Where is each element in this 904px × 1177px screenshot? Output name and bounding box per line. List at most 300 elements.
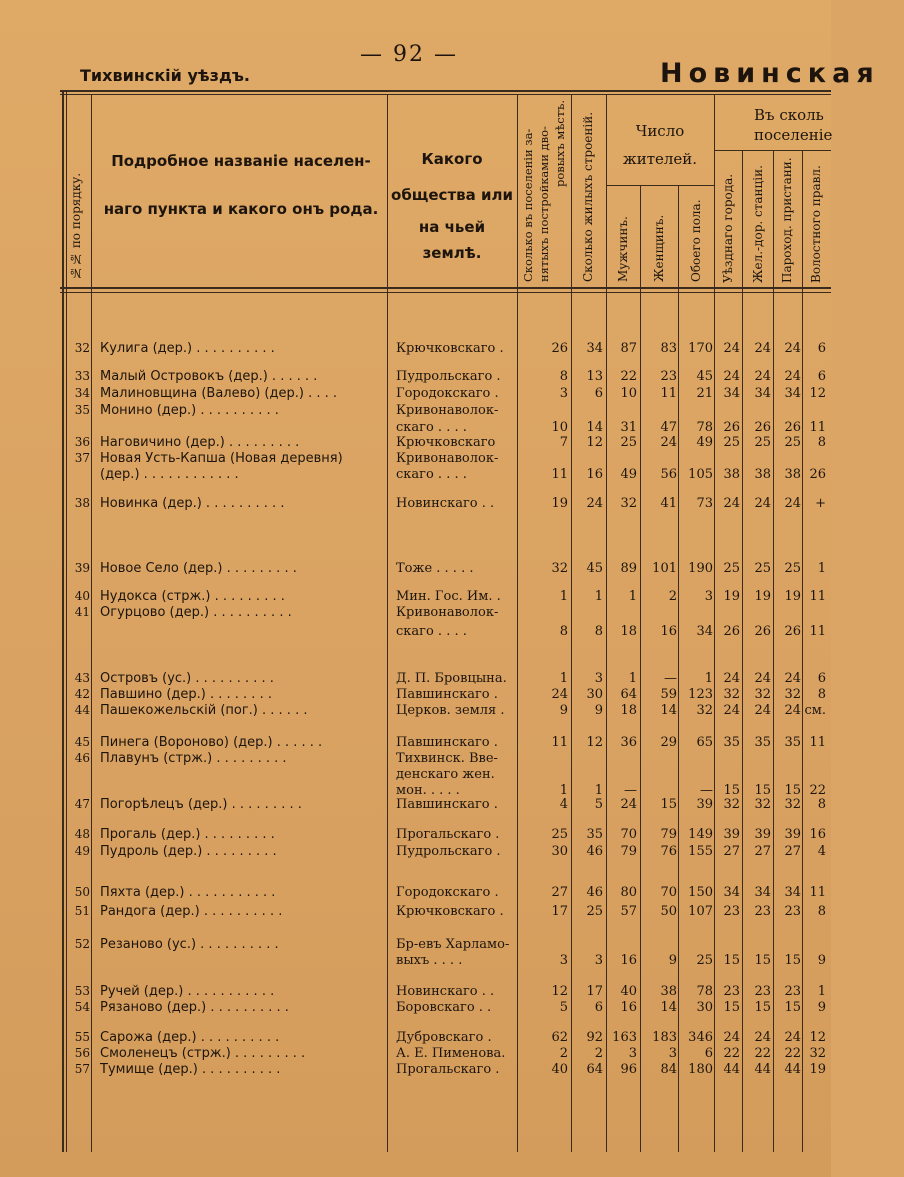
table-row (0, 385, 831, 402)
dist-town: 34 (723, 885, 740, 900)
col-header-dist-town: Уѣзднаго города. (721, 173, 735, 283)
dist-volost: 32 (809, 1046, 826, 1061)
row-number: 57 (74, 1062, 90, 1076)
total-count: 105 (688, 467, 713, 482)
women-count: 79 (660, 827, 677, 842)
men-count: 87 (620, 341, 637, 356)
dist-volost: 11 (809, 624, 826, 639)
col-header-name-line2: наго пункта и какого онъ рода. (103, 200, 379, 218)
dist-volost: 9 (817, 1000, 826, 1015)
dist-volost: 12 (809, 386, 826, 401)
dist-pier: 19 (784, 589, 801, 604)
settlement-name: Новая Усть-Капша (Новая деревня) (100, 451, 343, 466)
society-name: Боровскаго . . (396, 1000, 492, 1015)
buildings-count: 64 (586, 1062, 603, 1077)
row-number: 34 (74, 386, 90, 400)
dist-volost: 1 (817, 984, 826, 999)
yards-count: 12 (551, 984, 568, 999)
dist-rail: 15 (754, 1000, 771, 1015)
society-name: мон. . . . . (396, 783, 460, 798)
table-row (0, 1045, 831, 1062)
dist-rail: 34 (754, 386, 771, 401)
men-count: 24 (620, 797, 637, 812)
table-row (0, 686, 831, 703)
dist-rail: 25 (754, 435, 771, 450)
society-name: денскаго жен. (396, 767, 495, 782)
yards-count: 1 (559, 671, 568, 686)
dist-pier: 39 (784, 827, 801, 842)
settlement-name: Тумище (дер.) . . . . . . . . . . (100, 1062, 281, 1077)
table-row (0, 734, 831, 751)
total-count: 6 (704, 1046, 713, 1061)
dist-pier: 15 (784, 1000, 801, 1015)
row-number: 54 (74, 1000, 90, 1014)
yards-count: 32 (551, 561, 568, 576)
dist-town: 25 (723, 435, 740, 450)
men-count: 16 (620, 953, 637, 968)
row-number: 47 (74, 797, 90, 811)
dist-volost: 11 (809, 735, 826, 750)
men-count: 36 (620, 735, 637, 750)
total-count: 21 (696, 386, 713, 401)
yards-count: 19 (551, 496, 568, 511)
col-header-inhabitants-2: жителей. (622, 150, 698, 168)
yards-count: 8 (559, 624, 568, 639)
women-count: 59 (660, 687, 677, 702)
yards-count: 24 (551, 687, 568, 702)
table-row (0, 766, 831, 783)
table-row (0, 826, 831, 843)
col-header-society (390, 146, 514, 266)
dist-town: 44 (723, 1062, 740, 1077)
table-row (0, 999, 831, 1016)
buildings-count: 14 (586, 420, 603, 435)
men-count: 79 (620, 844, 637, 859)
table-row (0, 623, 831, 640)
women-count: 14 (660, 1000, 677, 1015)
row-number: 33 (74, 369, 90, 383)
total-count: 123 (688, 687, 713, 702)
dist-rail: 39 (754, 827, 771, 842)
yards-count: 11 (551, 467, 568, 482)
table-row (0, 1029, 831, 1046)
row-number: 40 (74, 589, 90, 603)
buildings-count: 8 (594, 624, 603, 639)
women-count: 76 (660, 844, 677, 859)
col-header-dist-rail: Жел.-дор. станціи. (751, 165, 765, 283)
women-count: 2 (668, 589, 677, 604)
row-number: 44 (74, 703, 90, 717)
dist-volost: 8 (817, 435, 826, 450)
settlement-name: Плавунъ (стрж.) . . . . . . . . . (100, 751, 287, 766)
col-header-society-line1: Какого (421, 150, 483, 168)
total-count: 78 (696, 984, 713, 999)
table-row (0, 495, 831, 512)
men-count: 96 (620, 1062, 637, 1077)
dist-town: 24 (723, 1030, 740, 1045)
dist-pier: 22 (784, 1046, 801, 1061)
row-number: 52 (74, 937, 90, 951)
total-count: 45 (696, 369, 713, 384)
buildings-count: 24 (586, 496, 603, 511)
table-row (0, 604, 831, 621)
page-number: — 92 — (360, 42, 458, 67)
men-count: 16 (620, 1000, 637, 1015)
dist-rail: 26 (754, 624, 771, 639)
dist-town: 35 (723, 735, 740, 750)
society-name: Павшинскаго . (396, 797, 498, 812)
buildings-count: 2 (594, 1046, 603, 1061)
total-count: 49 (696, 435, 713, 450)
col-header-dist-volost: Волостного правл. (809, 165, 823, 283)
dist-pier: 24 (784, 1030, 801, 1045)
settlement-name: Пяхта (дер.) . . . . . . . . . . . (100, 885, 276, 900)
dist-pier: 24 (784, 703, 801, 718)
row-number: 42 (74, 687, 90, 701)
dist-pier: 25 (784, 435, 801, 450)
row-number: 32 (74, 341, 90, 355)
dist-rail: 32 (754, 687, 771, 702)
dist-volost: 8 (817, 904, 826, 919)
dist-pier: 25 (784, 561, 801, 576)
yards-count: 5 (559, 1000, 568, 1015)
dist-rail: 24 (754, 1030, 771, 1045)
dist-volost: 19 (809, 1062, 826, 1077)
buildings-count: 1 (594, 589, 603, 604)
col-header-women: Женщинъ. (652, 214, 666, 282)
row-number: 49 (74, 844, 90, 858)
table-row (0, 796, 831, 813)
society-name: Дубровскаго . (396, 1030, 492, 1045)
table-row (0, 843, 831, 860)
dist-rail: 24 (754, 496, 771, 511)
women-count: 41 (660, 496, 677, 511)
header-bottom-rule (60, 287, 831, 289)
total-count: 150 (688, 885, 713, 900)
society-name: скаго . . . . (396, 624, 467, 639)
men-count: — (624, 783, 637, 798)
dist-town: 34 (723, 386, 740, 401)
settlement-name: Рязаново (дер.) . . . . . . . . . . (100, 1000, 289, 1015)
buildings-count: 3 (594, 953, 603, 968)
row-number: 36 (74, 435, 90, 449)
total-count: 30 (696, 1000, 713, 1015)
yards-count: 30 (551, 844, 568, 859)
dist-volost: 6 (817, 341, 826, 356)
society-name: Павшинскаго . (396, 687, 498, 702)
dist-pier: 32 (784, 687, 801, 702)
table-row (0, 903, 831, 920)
table-row (0, 952, 831, 969)
dist-volost: 8 (817, 687, 826, 702)
total-count: 155 (688, 844, 713, 859)
women-count: 56 (660, 467, 677, 482)
men-count: 18 (620, 703, 637, 718)
dist-rail: 25 (754, 561, 771, 576)
society-name: Крючковскаго . (396, 904, 504, 919)
buildings-count: 12 (586, 435, 603, 450)
men-count: 57 (620, 904, 637, 919)
yards-count: 10 (551, 420, 568, 435)
settlement-name: Сарожа (дер.) . . . . . . . . . . (100, 1030, 280, 1045)
table-row (0, 702, 831, 719)
dist-volost: 22 (809, 783, 826, 798)
dist-pier: 38 (784, 467, 801, 482)
dist-rail: 24 (754, 341, 771, 356)
dist-volost: 11 (809, 420, 826, 435)
col-header-both: Обоего пола. (689, 199, 703, 282)
men-count: 18 (620, 624, 637, 639)
dist-town: 24 (723, 496, 740, 511)
row-number: 39 (74, 561, 90, 575)
women-count: 14 (660, 703, 677, 718)
row-number: 37 (74, 451, 90, 465)
total-count: 149 (688, 827, 713, 842)
men-count: 49 (620, 467, 637, 482)
settlement-name: Новое Село (дер.) . . . . . . . . . (100, 561, 297, 576)
buildings-count: 16 (586, 467, 603, 482)
dist-town: 24 (723, 369, 740, 384)
dist-town: 23 (723, 984, 740, 999)
women-count: 50 (660, 904, 677, 919)
dist-rail: 23 (754, 904, 771, 919)
buildings-count: 46 (586, 844, 603, 859)
total-count: 32 (696, 703, 713, 718)
dist-pier: 44 (784, 1062, 801, 1077)
women-count: 15 (660, 797, 677, 812)
table-top-rule-2 (60, 94, 831, 95)
settlement-name: Наговичино (дер.) . . . . . . . . . (100, 435, 300, 450)
dist-rail: 15 (754, 783, 771, 798)
dist-pier: 24 (784, 341, 801, 356)
men-count: 1 (628, 589, 637, 604)
society-name: А. Е. Пименова. (396, 1046, 506, 1061)
settlement-name: Смоленецъ (стрж.) . . . . . . . . . (100, 1046, 306, 1061)
yards-count: 40 (551, 1062, 568, 1077)
row-number: 56 (74, 1046, 90, 1060)
dist-volost: 6 (817, 369, 826, 384)
society-name: Городокскаго . (396, 386, 499, 401)
dist-volost: см. (804, 703, 826, 718)
society-name: Городокскаго . (396, 885, 499, 900)
settlement-name: Резаново (ус.) . . . . . . . . . . (100, 937, 279, 952)
dist-pier: 27 (784, 844, 801, 859)
yards-count: 25 (551, 827, 568, 842)
dist-pier: 15 (784, 783, 801, 798)
col-header-number: №№ по порядку. (69, 172, 83, 280)
society-name: Д. П. Бровцына. (396, 671, 507, 686)
women-count: 24 (660, 435, 677, 450)
table-row (0, 670, 831, 687)
total-count: 78 (696, 420, 713, 435)
total-count: 73 (696, 496, 713, 511)
volost-title: Новинская (660, 58, 880, 89)
row-number: 41 (74, 605, 90, 619)
total-count: 3 (704, 589, 713, 604)
buildings-count: 46 (586, 885, 603, 900)
dist-pier: 23 (784, 904, 801, 919)
yards-count: 17 (551, 904, 568, 919)
col-header-yards-1: Сколько въ поселеніи за- (521, 128, 535, 282)
dist-volost: 11 (809, 589, 826, 604)
table-row (0, 450, 831, 467)
total-count: 170 (688, 341, 713, 356)
dist-rail: 26 (754, 420, 771, 435)
settlement-name: Островъ (ус.) . . . . . . . . . . (100, 671, 274, 686)
settlement-name: Пашекожельскій (пог.) . . . . . . (100, 703, 308, 718)
yards-count: 1 (559, 589, 568, 604)
dist-town: 25 (723, 561, 740, 576)
society-name: Кривонаволок- (396, 403, 499, 418)
society-name: Бр-евъ Харламо- (396, 937, 510, 952)
dist-rail: 22 (754, 1046, 771, 1061)
table-row (0, 983, 831, 1000)
dist-town: 24 (723, 341, 740, 356)
dist-town: 38 (723, 467, 740, 482)
settlement-name: Кулига (дер.) . . . . . . . . . . (100, 341, 275, 356)
settlement-name: Монино (дер.) . . . . . . . . . . (100, 403, 279, 418)
settlement-name: Нудокса (стрж.) . . . . . . . . . (100, 589, 285, 604)
dist-rail: 19 (754, 589, 771, 604)
buildings-count: 34 (586, 341, 603, 356)
row-number: 38 (74, 496, 90, 510)
society-name: Новинскаго . . (396, 496, 495, 511)
table-row (0, 884, 831, 901)
buildings-count: 3 (594, 671, 603, 686)
society-name: скаго . . . . (396, 467, 467, 482)
dist-town: 32 (723, 687, 740, 702)
yards-count: 3 (559, 953, 568, 968)
table-top-rule (60, 90, 831, 92)
total-count: 34 (696, 624, 713, 639)
row-number: 43 (74, 671, 90, 685)
yards-count: 2 (559, 1046, 568, 1061)
row-number: 51 (74, 904, 90, 918)
dist-volost: 8 (817, 797, 826, 812)
men-count: 1 (628, 671, 637, 686)
settlement-name: Ручей (дер.) . . . . . . . . . . . (100, 984, 275, 999)
dist-town: 24 (723, 703, 740, 718)
dist-rail: 23 (754, 984, 771, 999)
women-count: 183 (652, 1030, 677, 1045)
men-count: 25 (620, 435, 637, 450)
col-header-name (100, 148, 382, 222)
dist-pier: 24 (784, 671, 801, 686)
dist-volost: 26 (809, 467, 826, 482)
settlement-name: Малиновщина (Валево) (дер.) . . . . (100, 386, 338, 401)
total-count: 25 (696, 953, 713, 968)
dist-town: 23 (723, 904, 740, 919)
dist-rail: 15 (754, 953, 771, 968)
dist-rail: 38 (754, 467, 771, 482)
dist-town: 32 (723, 797, 740, 812)
dist-volost: 12 (809, 1030, 826, 1045)
buildings-count: 30 (586, 687, 603, 702)
table-row (0, 588, 831, 605)
dist-town: 15 (723, 953, 740, 968)
women-count: 70 (660, 885, 677, 900)
col-header-distance-1: Въ сколь (754, 106, 824, 124)
dist-pier: 23 (784, 984, 801, 999)
row-number: 35 (74, 403, 90, 417)
society-name: Пудрольскаго . (396, 844, 501, 859)
women-count: 16 (660, 624, 677, 639)
men-count: 64 (620, 687, 637, 702)
women-count: — (664, 671, 677, 686)
dist-town: 39 (723, 827, 740, 842)
buildings-count: 6 (594, 1000, 603, 1015)
dist-volost: 11 (809, 885, 826, 900)
dist-rail: 27 (754, 844, 771, 859)
total-count: 39 (696, 797, 713, 812)
header-bottom-rule-2 (60, 292, 831, 293)
dist-pier: 35 (784, 735, 801, 750)
yards-count: 9 (559, 703, 568, 718)
dist-rail: 35 (754, 735, 771, 750)
dist-town: 15 (723, 783, 740, 798)
men-count: 89 (620, 561, 637, 576)
dist-pier: 24 (784, 369, 801, 384)
women-count: 38 (660, 984, 677, 999)
buildings-count: 45 (586, 561, 603, 576)
dist-volost: 6 (817, 671, 826, 686)
society-name: Крючковскаго . (396, 341, 504, 356)
total-count: 65 (696, 735, 713, 750)
women-count: 11 (660, 386, 677, 401)
society-name: Пудрольскаго . (396, 369, 501, 384)
women-count: 83 (660, 341, 677, 356)
women-count: 84 (660, 1062, 677, 1077)
district-title: Тихвинскій уѣздъ. (80, 66, 250, 85)
table-row (0, 466, 831, 483)
col-header-men: Мужчинъ. (616, 216, 630, 282)
buildings-count: 17 (586, 984, 603, 999)
dist-rail: 44 (754, 1062, 771, 1077)
dist-town: 22 (723, 1046, 740, 1061)
society-name: скаго . . . . (396, 420, 467, 435)
table-row (0, 1061, 831, 1078)
col-header-society-line2: общества или (391, 186, 513, 204)
row-number: 46 (74, 751, 90, 765)
col-header-yards-3: ровыхъ мѣстъ. (553, 100, 567, 188)
women-count: 23 (660, 369, 677, 384)
society-name: Тихвинск. Вве- (396, 751, 498, 766)
men-count: 32 (620, 496, 637, 511)
table-row (0, 434, 831, 451)
society-name: Павшинскаго . (396, 735, 498, 750)
yards-count: 62 (551, 1030, 568, 1045)
settlement-name: Погорѣлецъ (дер.) . . . . . . . . . (100, 797, 302, 812)
dist-rail: 34 (754, 885, 771, 900)
women-count: 9 (668, 953, 677, 968)
women-count: 101 (652, 561, 677, 576)
society-name: Мин. Гос. Им. . (396, 589, 501, 604)
dist-pier: 34 (784, 885, 801, 900)
men-count: 31 (620, 420, 637, 435)
dist-town: 26 (723, 624, 740, 639)
society-name: Кривонаволок- (396, 605, 499, 620)
col-header-distance-2: поселеніе (754, 126, 833, 144)
buildings-count: 35 (586, 827, 603, 842)
dist-rail: 24 (754, 671, 771, 686)
table-row (0, 560, 831, 577)
settlement-name: Огурцово (дер.) . . . . . . . . . . (100, 605, 292, 620)
men-count: 22 (620, 369, 637, 384)
dist-volost: + (815, 496, 826, 511)
col-header-buildings: Сколько жилыхъ строеній. (581, 111, 595, 282)
total-count: 346 (688, 1030, 713, 1045)
dist-town: 19 (723, 589, 740, 604)
